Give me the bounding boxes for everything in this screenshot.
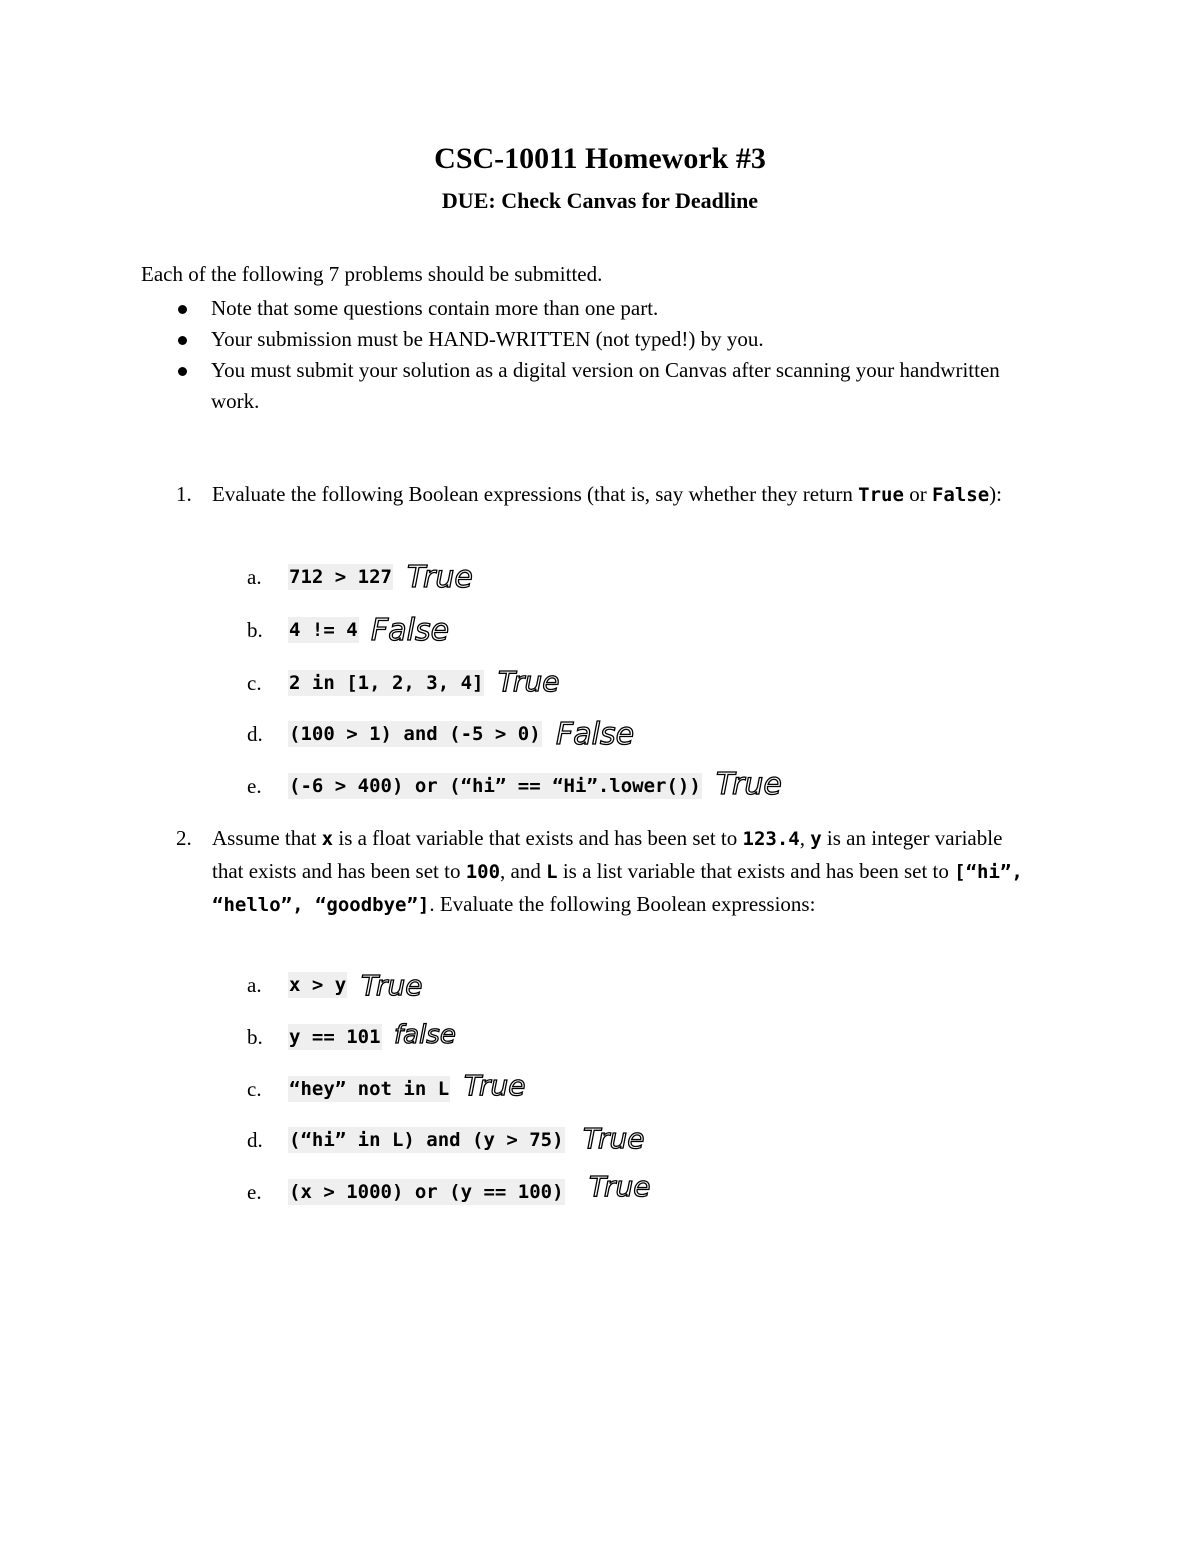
handwritten-answer	[392, 1017, 492, 1057]
expression: (“hi” in L) and (y > 75)	[289, 1129, 564, 1151]
expression: (-6 > 400) or (“hi” == “Hi”.lower())	[289, 775, 701, 797]
handwritten-answer	[552, 714, 662, 754]
list-item: Your submission must be HAND-WRITTEN (not typed!) by you.	[178, 324, 1028, 355]
list-item: c. 2 in [1, 2, 3, 4] True	[247, 666, 594, 700]
expression: 712 > 127	[289, 566, 392, 588]
problem-prompt: Evaluate the following Boolean expressions (that is, say whether they return True or False):	[212, 482, 1002, 506]
list-item: You must submit your solution as a digital version on Canvas after scanning your handwritten work.	[178, 355, 1028, 417]
page-subtitle: DUE: Check Canvas for Deadline	[441, 188, 759, 213]
svg-text:False: False	[555, 717, 634, 752]
intro-text: Each of the following 7 problems should be submitted.	[141, 262, 603, 286]
expression: (100 > 1) and (-5 > 0)	[289, 723, 541, 745]
expression: 2 in [1, 2, 3, 4]	[289, 672, 484, 694]
list-item: d. (“hi” in L) and (y > 75) True	[247, 1123, 675, 1157]
expression: (x > 1000) or (y == 100)	[289, 1181, 564, 1203]
list-item: b. 4 != 4 False	[247, 613, 479, 647]
page-title: CSC-10011 Homework #3	[434, 142, 766, 175]
instructions-list	[178, 293, 1028, 417]
list-item: a. 712 > 127 True	[247, 560, 503, 594]
list-item: d. (100 > 1) and (-5 > 0) False	[247, 717, 662, 751]
handwritten-answer	[357, 965, 457, 1005]
bullet-icon	[178, 305, 187, 314]
svg-text:True: True	[715, 767, 782, 802]
list-item: b. y == 101 false	[247, 1020, 492, 1054]
expression: x > y	[289, 974, 347, 996]
list-item: a. x > y True	[247, 968, 457, 1002]
svg-text:True: True	[498, 665, 560, 698]
problem-number: 2.	[176, 826, 192, 850]
expression: y == 101	[289, 1026, 381, 1048]
problem-2	[176, 822, 1036, 921]
handwritten-answer	[369, 610, 479, 650]
expression: “hey” not in L	[289, 1078, 450, 1100]
handwritten-answer	[494, 663, 594, 703]
bullet-icon	[178, 336, 187, 345]
handwritten-answer	[403, 557, 503, 597]
handwritten-answer	[575, 1120, 675, 1160]
svg-text:True: True	[464, 1069, 526, 1102]
expression: 4 != 4	[289, 619, 358, 641]
problem-1	[176, 478, 1036, 511]
svg-text:false: false	[393, 1020, 456, 1050]
problem-number: 1.	[176, 482, 192, 506]
svg-text:True: True	[361, 969, 423, 1002]
handwritten-answer	[712, 766, 822, 806]
bullet-icon	[178, 367, 187, 376]
handwritten-answer	[575, 1172, 675, 1212]
svg-text:True: True	[582, 1122, 644, 1155]
list-item: Note that some questions contain more than one part.	[178, 293, 1028, 324]
list-item: c. “hey” not in L True	[247, 1072, 560, 1106]
problem-prompt: Assume that x is a float variable that exists and has been set to 123.4, y is an integer variable that exists and has been set to 100, and L is a list variable that exists and has been set to [“hi”, “hello”, “goodbye”]. Evaluate the following Boolean expressions:	[212, 826, 1023, 916]
svg-text:False: False	[370, 613, 449, 648]
handwritten-answer	[460, 1069, 560, 1109]
list-item: e. (-6 > 400) or (“hi” == “Hi”.lower()) True	[247, 769, 822, 803]
list-item: e. (x > 1000) or (y == 100) True	[247, 1175, 675, 1209]
svg-text:True: True	[406, 560, 473, 595]
svg-text:True: True	[588, 1172, 650, 1203]
